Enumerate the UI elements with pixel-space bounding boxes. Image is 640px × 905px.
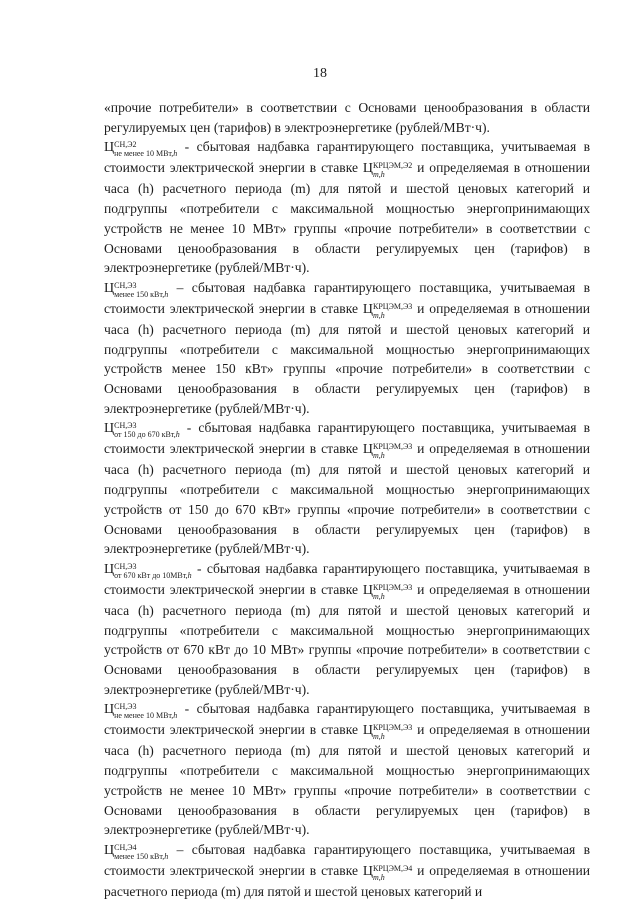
rate-symbol: Ц: [362, 301, 374, 317]
tariff-term: [104, 280, 169, 299]
rate-subscript: m,h: [373, 451, 385, 461]
paragraph-1: [104, 137, 590, 278]
tariff-term: [104, 701, 178, 721]
document-body: [104, 98, 590, 902]
term-superscript: СН,Э2: [114, 140, 137, 150]
term-superscript: СН,Э3: [114, 561, 137, 571]
paragraph-5: [104, 699, 590, 840]
tariff-term: [104, 842, 169, 861]
rate-symbol: Ц: [362, 723, 374, 739]
paragraph-text: сбытовая надбавка гарантирующего поставщика, учитываемая в стоимости электрической энергии в ставке: [104, 560, 590, 597]
rate-superscript: КРЦЭМ,Э2: [373, 161, 413, 171]
rate-symbol: Ц: [362, 863, 374, 879]
paragraph-text: сбытовая надбавка гарантирующего поставщика, учитываемая в стоимости электрической энергии в ставке: [104, 139, 591, 176]
paragraph-text-after: и определяемая в отношении расчетного периода (m) для пятой и шестой ценовых категорий и: [104, 862, 590, 899]
paragraph-text-after: и определяемая в отношении часа (h) расчетного периода (m) для пятой и шестой ценовых категорий и подгруппы «потребители с максимальной мощностью энергопринимающих устройств от 150 до 670 кВт» группы «прочие потребители» в соответствии с Основами ценообразования в области регулируемых цен (тарифов) в электроэнергетике (рублей/МВт·ч).: [104, 441, 590, 557]
tariff-symbol: Ц: [104, 421, 115, 437]
rate-term: [362, 722, 413, 742]
term-subscript-var: h: [187, 570, 192, 580]
paragraph-text-after: и определяемая в отношении часа (h) расчетного периода (m) для пятой и шестой ценовых категорий и подгруппы «потребители с максимальной мощностью энергопринимающих устройств от 670 кВт до 10 МВт» группы «прочие потребители» в соответствии с Основами ценообразования в области регулируемых цен (тарифов) в электроэнергетике (рублей/МВт·ч).: [104, 581, 590, 697]
tariff-term: [104, 420, 180, 440]
rate-term: [362, 582, 413, 601]
rate-subscript: m,h: [373, 591, 385, 601]
paragraph-text-after: и определяемая в отношении часа (h) расчетного периода (m) для пятой и шестой ценовых категорий и подгруппы «потребители с максимальной мощностью энергопринимающих устройств не менее 10 МВт» группы «прочие потребители» в соответствии с Основами ценообразования в области регулируемых цен (тарифов) в электроэнергетике (рублей/МВт·ч).: [104, 722, 590, 838]
term-dash: -: [177, 139, 197, 155]
rate-term: [362, 863, 413, 882]
paragraph-2: [104, 278, 590, 419]
term-subscript: менее 150 кВт,: [114, 851, 165, 861]
term-dash: -: [191, 560, 207, 576]
tariff-symbol: Ц: [104, 842, 115, 858]
term-superscript: СН,Э4: [114, 842, 137, 852]
term-subscript-var: h: [164, 289, 169, 299]
rate-superscript: КРЦЭМ,Э3: [373, 301, 413, 311]
term-subscript-var: h: [173, 149, 178, 159]
tariff-symbol: Ц: [104, 140, 115, 156]
rate-superscript: КРЦЭМ,Э4: [373, 863, 413, 873]
paragraph-0: [104, 98, 590, 137]
paragraph-text: сбытовая надбавка гарантирующего поставщика, учитываемая в стоимости электрической энергии в ставке: [104, 279, 591, 316]
rate-subscript: m,h: [373, 170, 385, 180]
term-subscript: от 150 до 670 кВт,: [114, 430, 176, 440]
page-number: 18: [313, 66, 327, 81]
rate-superscript: КРЦЭМ,Э3: [373, 442, 413, 452]
paragraph-text: сбытовая надбавка гарантирующего поставщика, учитываемая в стоимости электрической энергии в ставке: [104, 841, 591, 878]
rate-subscript: m,h: [373, 732, 385, 742]
rate-symbol: Ц: [362, 582, 374, 598]
rate-term: [362, 160, 413, 180]
term-subscript: не менее 10 МВт,: [114, 149, 174, 159]
term-subscript-var: h: [175, 430, 180, 440]
paragraph-text: сбытовая надбавка гарантирующего поставщика, учитываемая в стоимости электрической энергии в ставке: [104, 701, 591, 738]
rate-term: [362, 441, 413, 461]
paragraph-3: [104, 418, 590, 559]
rate-symbol: Ц: [362, 161, 374, 177]
term-dash: -: [177, 701, 197, 717]
term-dash: –: [168, 279, 192, 295]
tariff-symbol: Ц: [104, 280, 115, 296]
paragraph-6: [104, 840, 590, 902]
paragraph-text: «прочие потребители» в соответствии с Основами ценообразования в области регулируемых цен (тарифов) в электроэнергетике (рублей/МВт·ч).: [104, 100, 590, 135]
rate-subscript: m,h: [373, 872, 385, 882]
paragraph-text: сбытовая надбавка гарантирующего поставщика, учитываемая в стоимости электрической энергии в ставке: [104, 420, 591, 457]
tariff-symbol: Ц: [104, 561, 115, 577]
term-superscript: СН,Э3: [114, 702, 137, 712]
tariff-symbol: Ц: [104, 702, 115, 718]
term-subscript: менее 150 кВт,: [114, 289, 165, 299]
paragraph-text-after: и определяемая в отношении часа (h) расчетного периода (m) для пятой и шестой ценовых категорий и подгруппы «потребители с максимальной мощностью энергопринимающих устройств менее 150 кВт» группы «прочие потребители» в соответствии с Основами ценообразования в области регулируемых цен (тарифов) в электроэнергетике (рублей/МВт·ч).: [104, 300, 590, 416]
rate-superscript: КРЦЭМ,Э3: [373, 582, 413, 592]
paragraph-text-after: и определяемая в отношении часа (h) расчетного периода (m) для пятой и шестой ценовых категорий и подгруппы «потребители с максимальной мощностью энергопринимающих устройств не менее 10 МВт» группы «прочие потребители» в соответствии с Основами ценообразования в области регулируемых цен (тарифов) в электроэнергетике (рублей/МВт·ч).: [104, 160, 590, 276]
term-superscript: СН,Э3: [114, 280, 137, 290]
tariff-term: [104, 139, 178, 159]
term-dash: –: [168, 841, 192, 857]
paragraph-4: [104, 559, 590, 700]
term-subscript-var: h: [164, 851, 169, 861]
term-subscript: не менее 10 МВт,: [114, 711, 174, 721]
term-superscript: СН,Э3: [114, 421, 137, 431]
term-subscript-var: h: [173, 711, 178, 721]
term-subscript: от 670 кВт до 10МВт,: [114, 570, 188, 580]
rate-subscript: m,h: [373, 310, 385, 320]
tariff-term: [104, 561, 192, 580]
rate-symbol: Ц: [362, 442, 374, 458]
rate-superscript: КРЦЭМ,Э3: [373, 723, 413, 733]
term-dash: -: [179, 420, 199, 436]
rate-term: [362, 301, 413, 320]
